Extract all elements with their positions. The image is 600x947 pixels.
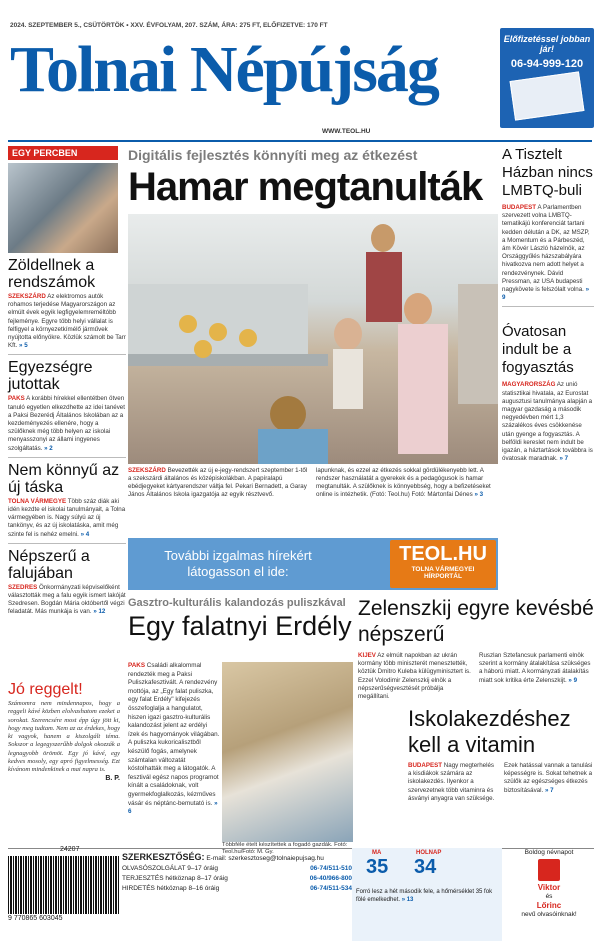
website-link[interactable]: WWW.TEOL.HU <box>322 128 371 135</box>
right-column <box>502 146 594 463</box>
promo-tagline: Előfizetéssel jobban jár! <box>503 34 591 54</box>
banner-text: További izgalmas hírekért látogasson el ide: <box>164 548 312 579</box>
left-column <box>8 146 126 617</box>
story-headline[interactable]: Egy falatnyi Erdély <box>128 611 352 641</box>
email-link[interactable]: E-mail: szerkesztoseg@tolnaiepujsag.hu <box>206 855 324 862</box>
story-title[interactable]: Óvatosan indult be a fogyasztás <box>502 323 574 377</box>
newspaper-icon <box>510 71 585 120</box>
column-jo-reggelt <box>8 680 120 782</box>
issue-number: 24207 <box>60 846 80 853</box>
story-headline[interactable]: Iskolakezdéshez kell a vitamin <box>408 706 571 757</box>
erdely-story <box>128 596 353 642</box>
today-temp: 35 <box>366 856 389 878</box>
phone-link[interactable]: 06-40/966-800 <box>309 875 352 882</box>
vitamin-story <box>408 706 594 803</box>
story-body: BUDAPEST Nagy megterhelés a kisdiákok számára az iskolakezdés. Ilyenkor a szervezetnek több vitaminra és ásványi anyagra van szüksége. <box>408 762 495 802</box>
barcode-icon <box>8 856 120 914</box>
story-body: PAKS A korábbi hírekkel ellentétben ötven tanuló egyetlen elkezdhette az idei tanévet a Paksi Bezerédj Általános Iskolában az a kezdeményezés ellenére, hogy a szülőknek még több helyen az iskolai menyasszonyi az állami ingyenes szolgáltatás. » 2 <box>8 395 125 452</box>
story-headline[interactable]: Zelenszkij egyre kevésbé népszerű <box>358 597 594 646</box>
teol-logo[interactable]: TEOL.HU TOLNA VÁRMEGYEI HÍRPORTÁL <box>390 540 496 588</box>
phone-link[interactable]: 06-74/511-534 <box>310 885 352 892</box>
photo-caption: Többféle ételt készítettek a fogadó gazdák. Fotó: Teol.hu/Fotó: M. Gy. <box>222 842 348 855</box>
lead-kicker: Digitális fejlesztés könnyíti meg az étkezést <box>128 147 418 163</box>
nameday-box: Boldog névnapot Viktor és Lőrinc nevű olvasóinknak! <box>521 849 577 918</box>
erdely-body: PAKS Családi alkalommal rendezték meg a Paksi Puliszkafesztivált. A rendezvény mottója, az „Egy falat puliszka, egy falat Erdély" kifejezés összefoglalja a hangulatot, hiszen igazi gasztro-kulturális kalandozást jelent az erdélyi ízek és hagyományok világában. A puliszka kukoricalisztből készülő fogás, amelynek számtalan változatát kóstolhatták meg a látogatók. A fesztivál egész napos programot kínált a családoknak, volt gyermekfoglalkozás, kézműves vásár és néptánc-bemutató is. » 6 <box>128 662 220 816</box>
story-body: SZEKSZÁRD Az elektromos autók rohamos terjedése Magyarországon az elmúlt évek egyik legfigyelemreméltóbb fejleménye. Egyre több helyi vállalat is felfigyel a környezetkímélő járművek nyújtotta előnyökre. Közlük számolt be Tarr Kft. » 5 <box>8 293 126 350</box>
lead-story <box>128 146 498 499</box>
lead-caption: SZEKSZÁRD Bevezették az új e-jegy-rendszert szeptember 1-től a szekszárdi általános és középiskolákban. A papíralapú ebédjegyeket kártyarendszer váltja fel. Pekari Bernadett, a Garay János Általános Iskola igazgatója az egyik résztvevő. lapunknak, és ezzel az étkezés sokkal gördülékenyebb lett. A rendszer használatát a gyerekek és a pedagógusok is hamar megtanulták. A szülőknek is könnyebbség, hogy a befizetéseket online is intézhetik. (Fotó: Teol.hu) Fotó: Mártonfai Dénes » 3 <box>128 467 491 498</box>
zelenszkij-story <box>358 596 594 701</box>
story-body: TOLNA VÁRMEGYE Több száz diák aki idén kezdte el iskolai tanulmányait, a Tolna vármegyében is. Nagy súlyú az új tankönyv, és az új iskolatáska, amit még szinte fel is nehéz emelni. » 4 <box>8 497 126 538</box>
story-title[interactable]: Nem könnyű az új táska <box>8 461 120 496</box>
column-title: Jó reggelt! <box>8 681 83 698</box>
puliszka-photo <box>222 662 353 842</box>
lead-photo <box>128 214 498 464</box>
weather-text: Forró lesz a hét második fele, a hőmérséklet 35 fok fölé emelkedhet. » 13 <box>356 889 493 903</box>
story-kicker: Gasztro-kulturális kalandozás puliszkával <box>128 597 346 609</box>
story-body: BUDAPEST A Parlamentben szervezett volna LMBTQ-tematikájú konferenciát tartani kedden délután a DK, az MSZP, a Momentum és a Párbeszéd, ám Kövér László házelnök, az Országgyűlés házszabályára hivatkozva nem adott helyet a rendezvénynek. Dávid Pressman, az USA budapesti nagykövete is felszólalt volna. » 9 <box>502 204 590 302</box>
car-photo <box>8 163 118 253</box>
subscription-promo[interactable] <box>500 28 594 128</box>
story-body: KIJEV Az elmúlt napokban az ukrán kormány több miniszterét menesztették, köztük Dmitro Kuleba külügyminisztert is. Ezzel Volodimir Zelenszkij elnök a népszerűségvesztését próbálja megállítani. <box>358 652 471 701</box>
story-body: MAGYARORSZÁG Az unió statisztikai hivatala, az Eurostat augusztusi tanulmánya alapján a magyar gazdaság a második negyedévben mért 1,3 százalékos éves csökkenése után gyenge a fogyasztás. A belföldi kereslet nem indult be igazán, a háztartások továbbra is óvatosak maradnak. » 7 <box>502 381 593 463</box>
story-title[interactable]: Népszerű a falujában <box>8 547 90 582</box>
promo-phone: 06-94-999-120 <box>510 58 584 70</box>
issue-meta: 2024. SZEPTEMBER 5., CSÜTÖRTÖK • XXV. ÉVFOLYAM, 207. SZÁM, ÁRA: 275 FT, ELŐFIZETVE: 170 FT <box>10 22 328 29</box>
gift-icon <box>538 859 560 881</box>
section-badge: EGY PERCBEN <box>8 146 118 160</box>
story-title[interactable]: Zöldellnek a rendszámok <box>8 257 96 291</box>
isbn: 9 770865 603045 <box>8 915 63 922</box>
lead-headline[interactable]: Hamar megtanulták <box>128 165 483 209</box>
column-author: B. P. <box>105 774 120 782</box>
column-body: Számomra nem mindennapos, hogy a reggeli kávé közben elolvashatom ezeket a sorokat. Szerencsére most épp úgy jött ki, hogy meg tudtam. Nem az az érdekes, hogy ki vagyok, hanem a kiszolgált téma. Sokszor a legegyszerűbb dolgok okozzák a legnagyobb örömöt. Egy jó kávé, egy kedves mosoly, egy apró figyelmesség. Ezt kívánom mindenkinek a mai napra is. <box>8 700 120 774</box>
teol-banner[interactable] <box>128 538 498 590</box>
weather-box: MA 35 HOLNAP 34 Forró lesz a hét második fele, a hőmérséklet 35 fok fölé emelkedhet. » 13 <box>352 848 502 941</box>
story-body: SZEDRES Önkormányzati képviselőként választották meg a falu egyik ismert lakóját Szedresen. Bogdán Mária októbertől végzi feladatát. Más munkája is van. » 12 <box>8 583 126 616</box>
masthead[interactable]: Tolnai Népújság <box>10 33 438 106</box>
story-title[interactable]: A Tisztelt Házban nincs LMBTQ-buli <box>502 146 593 199</box>
masthead-divider <box>8 140 592 142</box>
editorial-contact: SZERKESZTŐSÉG: E-mail: szerkesztoseg@tolnaiepujsag.hu OLVASÓSZOLGÁLAT 9–17 óráig 06-74/511-510 TERJESZTÉS hétköznap 8–17 óráig 06-40/966-800 HIRDETÉS hétköznap 8–16 óráig 06-74/511-534 <box>122 852 352 892</box>
phone-link[interactable]: 06-74/511-510 <box>310 865 352 872</box>
story-body: Ezek hatással vannak a tanulási képességre is. Sokat tehetnek a szülők az egészséges étkezés biztosításával. » 7 <box>504 762 593 794</box>
tomorrow-temp: 34 <box>414 856 437 878</box>
story-title[interactable]: Egyezségre jutottak <box>8 359 93 394</box>
story-body: Ruszlan Sztefancsuk parlamenti elnök szerint a kormány átalakítása szükséges a háború miatt. A kormányzati átalakítás miatt sok kritika érte Zelenszkijt. » 9 <box>479 652 591 684</box>
